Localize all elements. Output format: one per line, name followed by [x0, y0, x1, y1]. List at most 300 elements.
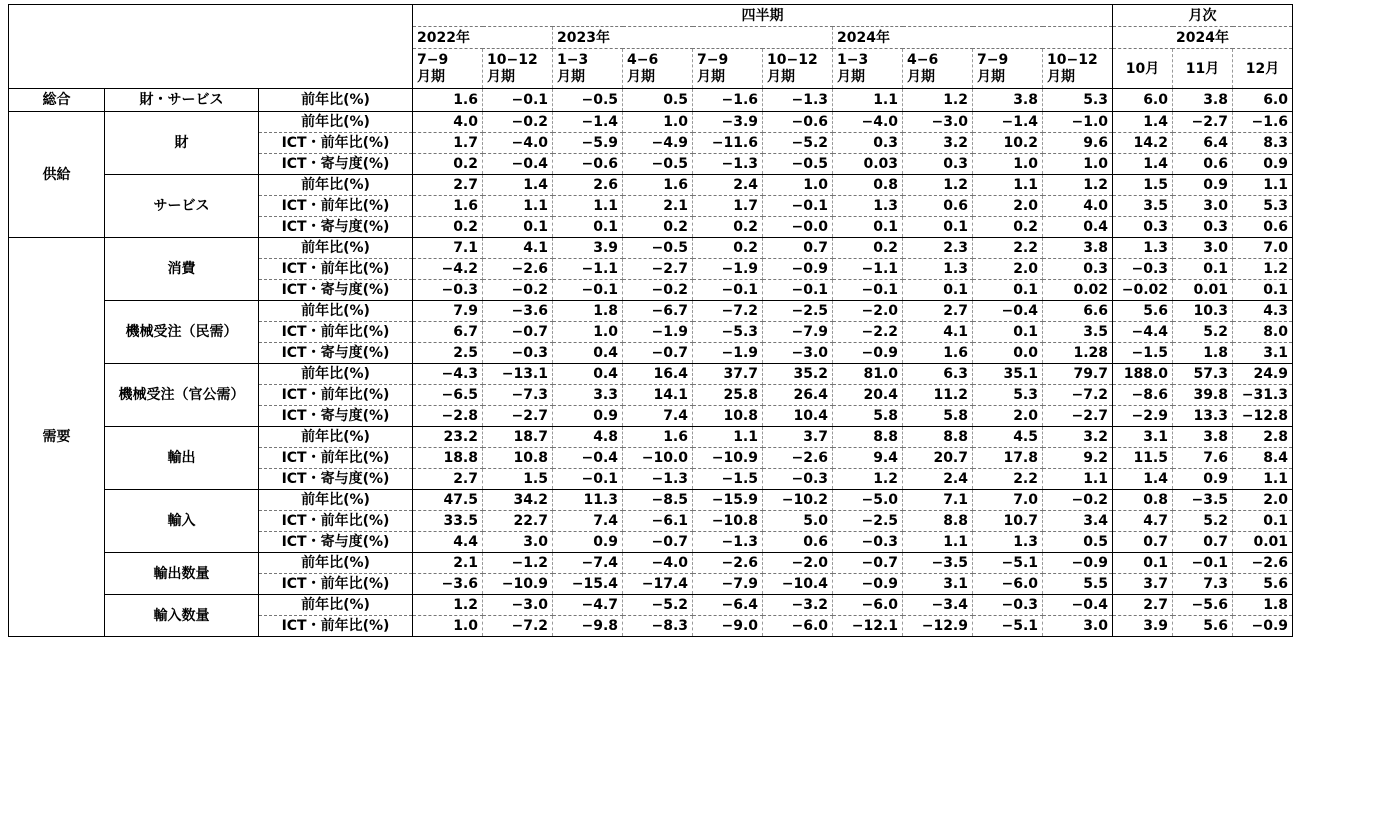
header-period-suffix: 月期 [557, 68, 585, 85]
value-cell: −2.7 [483, 406, 553, 427]
value-cell: 1.5 [483, 469, 553, 490]
value-cell: 0.4 [1043, 217, 1113, 238]
row-label: 前年比(%) [259, 595, 413, 616]
value-cell: −0.3 [413, 280, 483, 301]
row-label: ICT・前年比(%) [259, 385, 413, 406]
value-cell: −2.2 [833, 322, 903, 343]
header-period-range: 4−6 [907, 51, 939, 68]
row-label: 前年比(%) [259, 553, 413, 574]
value-cell: 1.1 [693, 427, 763, 448]
value-cell: 1.1 [973, 175, 1043, 196]
value-cell: 7.4 [553, 511, 623, 532]
header-period [763, 49, 833, 89]
header-period-range: 7−9 [697, 51, 729, 68]
value-cell: 1.6 [413, 196, 483, 217]
value-cell: 3.5 [1043, 322, 1113, 343]
row-label: ICT・前年比(%) [259, 322, 413, 343]
value-cell: 0.2 [413, 217, 483, 238]
value-cell: 4.0 [1043, 196, 1113, 217]
value-cell: −4.3 [413, 364, 483, 385]
value-cell: 2.2 [973, 238, 1043, 259]
value-cell: −1.2 [483, 553, 553, 574]
value-cell: −5.3 [693, 322, 763, 343]
value-cell: 6.7 [413, 322, 483, 343]
value-cell: 0.0 [973, 343, 1043, 364]
value-cell: 18.7 [483, 427, 553, 448]
value-cell: −1.3 [693, 532, 763, 553]
table-row [9, 175, 1293, 196]
value-cell: −0.1 [553, 469, 623, 490]
value-cell: 1.0 [763, 175, 833, 196]
value-cell: 20.4 [833, 385, 903, 406]
value-cell: −0.4 [973, 301, 1043, 322]
header-period [413, 49, 483, 89]
value-cell: −6.0 [973, 574, 1043, 595]
value-cell: 0.1 [833, 217, 903, 238]
value-cell: −4.0 [833, 112, 903, 133]
value-cell: −2.7 [1173, 112, 1233, 133]
value-cell: 2.7 [413, 469, 483, 490]
value-cell: 5.5 [1043, 574, 1113, 595]
header-period-suffix: 月期 [977, 68, 1005, 85]
value-cell: 1.5 [1113, 175, 1173, 196]
value-cell: −3.0 [483, 595, 553, 616]
value-cell: 6.6 [1043, 301, 1113, 322]
row-label: ICT・前年比(%) [259, 259, 413, 280]
value-cell: 6.4 [1173, 133, 1233, 154]
value-cell: −3.6 [413, 574, 483, 595]
value-cell: −3.0 [903, 112, 973, 133]
value-cell: −1.3 [763, 89, 833, 112]
value-cell: 1.2 [413, 595, 483, 616]
value-cell: −5.2 [763, 133, 833, 154]
value-cell: −3.5 [1173, 490, 1233, 511]
table-row [9, 595, 1293, 616]
value-cell: 1.4 [1113, 112, 1173, 133]
value-cell: 24.9 [1233, 364, 1293, 385]
header-year-monthly: 2024年 [1113, 27, 1293, 49]
value-cell: 3.8 [973, 89, 1043, 112]
value-cell: −4.9 [623, 133, 693, 154]
value-cell: 34.2 [483, 490, 553, 511]
value-cell: −3.9 [693, 112, 763, 133]
value-cell: −0.2 [1043, 490, 1113, 511]
group-label: 消費 [105, 238, 259, 301]
value-cell: 17.8 [973, 448, 1043, 469]
value-cell: −0.9 [1233, 616, 1293, 637]
value-cell: −1.3 [693, 154, 763, 175]
value-cell: −0.9 [1043, 553, 1113, 574]
value-cell: 5.3 [1043, 89, 1113, 112]
group-label: 輸出数量 [105, 553, 259, 595]
value-cell: −0.3 [483, 343, 553, 364]
value-cell: −17.4 [623, 574, 693, 595]
value-cell: 1.6 [413, 89, 483, 112]
header-month: 11月 [1173, 49, 1233, 89]
value-cell: −5.2 [623, 595, 693, 616]
value-cell: 3.8 [1173, 427, 1233, 448]
value-cell: 8.8 [903, 427, 973, 448]
value-cell: 1.1 [1233, 469, 1293, 490]
value-cell: 0.3 [833, 133, 903, 154]
value-cell: 3.0 [483, 532, 553, 553]
value-cell: 4.5 [973, 427, 1043, 448]
value-cell: 0.1 [483, 217, 553, 238]
value-cell: 79.7 [1043, 364, 1113, 385]
table-row [9, 238, 1293, 259]
value-cell: 0.6 [1233, 217, 1293, 238]
value-cell: 1.3 [833, 196, 903, 217]
value-cell: 10.3 [1173, 301, 1233, 322]
value-cell: −2.5 [763, 301, 833, 322]
header-period-suffix: 月期 [627, 68, 655, 85]
value-cell: 6.0 [1113, 89, 1173, 112]
value-cell: 2.0 [1233, 490, 1293, 511]
group-label: 財 [105, 112, 259, 175]
ict-indicator-table [8, 4, 1293, 637]
value-cell: 0.1 [903, 280, 973, 301]
value-cell: −1.9 [623, 322, 693, 343]
value-cell: 0.01 [1233, 532, 1293, 553]
value-cell: 0.9 [1173, 469, 1233, 490]
value-cell: 2.1 [623, 196, 693, 217]
value-cell: 5.6 [1173, 616, 1233, 637]
value-cell: 1.3 [973, 532, 1043, 553]
header-period [693, 49, 763, 89]
value-cell: 0.9 [553, 406, 623, 427]
value-cell: 1.0 [623, 112, 693, 133]
section-label: 供給 [9, 112, 105, 238]
value-cell: 3.3 [553, 385, 623, 406]
value-cell: 1.1 [553, 196, 623, 217]
value-cell: 2.7 [413, 175, 483, 196]
value-cell: −6.1 [623, 511, 693, 532]
value-cell: 0.7 [763, 238, 833, 259]
value-cell: 5.2 [1173, 322, 1233, 343]
value-cell: −4.2 [413, 259, 483, 280]
table-row [9, 89, 1293, 112]
value-cell: −11.6 [693, 133, 763, 154]
value-cell: 81.0 [833, 364, 903, 385]
value-cell: −0.7 [623, 532, 693, 553]
value-cell: −0.5 [623, 238, 693, 259]
value-cell: −13.1 [483, 364, 553, 385]
value-cell: −7.4 [553, 553, 623, 574]
value-cell: −0.5 [553, 89, 623, 112]
value-cell: −0.4 [1043, 595, 1113, 616]
value-cell: −0.3 [833, 532, 903, 553]
row-label: 前年比(%) [259, 238, 413, 259]
row-label: ICT・寄与度(%) [259, 217, 413, 238]
value-cell: −0.3 [763, 469, 833, 490]
value-cell: 1.4 [1113, 154, 1173, 175]
value-cell: −0.1 [833, 280, 903, 301]
value-cell: 0.5 [623, 89, 693, 112]
header-month: 12月 [1233, 49, 1293, 89]
table-body [9, 89, 1293, 637]
value-cell: 0.1 [973, 322, 1043, 343]
value-cell: 3.9 [553, 238, 623, 259]
value-cell: 13.3 [1173, 406, 1233, 427]
value-cell: 2.2 [973, 469, 1043, 490]
value-cell: −2.7 [1043, 406, 1113, 427]
value-cell: 5.8 [903, 406, 973, 427]
value-cell: 1.7 [413, 133, 483, 154]
value-cell: 1.6 [903, 343, 973, 364]
value-cell: 0.5 [1043, 532, 1113, 553]
value-cell: 10.4 [763, 406, 833, 427]
value-cell: 1.2 [903, 175, 973, 196]
value-cell: 1.0 [973, 154, 1043, 175]
value-cell: 0.2 [693, 217, 763, 238]
value-cell: −10.0 [623, 448, 693, 469]
header-quarterly: 四半期 [413, 5, 1113, 27]
value-cell: −0.9 [833, 343, 903, 364]
value-cell: 10.7 [973, 511, 1043, 532]
row-label: ICT・寄与度(%) [259, 154, 413, 175]
value-cell: 25.8 [693, 385, 763, 406]
value-cell: 0.3 [1173, 217, 1233, 238]
value-cell: 0.03 [833, 154, 903, 175]
value-cell: −0.4 [553, 448, 623, 469]
value-cell: 4.8 [553, 427, 623, 448]
value-cell: 7.9 [413, 301, 483, 322]
value-cell: 188.0 [1113, 364, 1173, 385]
value-cell: 1.3 [1113, 238, 1173, 259]
value-cell: −2.6 [1233, 553, 1293, 574]
value-cell: −0.02 [1113, 280, 1173, 301]
value-cell: −7.2 [693, 301, 763, 322]
row-label: ICT・前年比(%) [259, 511, 413, 532]
value-cell: 0.4 [553, 343, 623, 364]
value-cell: 0.1 [1233, 511, 1293, 532]
value-cell: 3.8 [1173, 89, 1233, 112]
value-cell: 7.3 [1173, 574, 1233, 595]
value-cell: −10.2 [763, 490, 833, 511]
value-cell: −0.4 [483, 154, 553, 175]
value-cell: 0.3 [1043, 259, 1113, 280]
value-cell: −8.3 [623, 616, 693, 637]
value-cell: −8.5 [623, 490, 693, 511]
value-cell: 1.4 [1113, 469, 1173, 490]
value-cell: −0.7 [483, 322, 553, 343]
value-cell: −2.8 [413, 406, 483, 427]
value-cell: 4.1 [483, 238, 553, 259]
value-cell: 2.7 [1113, 595, 1173, 616]
value-cell: −0.1 [553, 280, 623, 301]
section-label: 需要 [9, 238, 105, 637]
value-cell: 7.4 [623, 406, 693, 427]
value-cell: 7.6 [1173, 448, 1233, 469]
header-period-suffix: 月期 [1047, 68, 1075, 85]
header-period [1043, 49, 1113, 89]
value-cell: −12.8 [1233, 406, 1293, 427]
header-blank [9, 5, 413, 89]
header-period-range: 10−12 [1047, 51, 1098, 68]
value-cell: 5.8 [833, 406, 903, 427]
header-period [833, 49, 903, 89]
row-label: 前年比(%) [259, 490, 413, 511]
value-cell: 47.5 [413, 490, 483, 511]
value-cell: −3.6 [483, 301, 553, 322]
value-cell: 1.8 [553, 301, 623, 322]
row-label: ICT・寄与度(%) [259, 469, 413, 490]
value-cell: −2.0 [763, 553, 833, 574]
value-cell: 9.6 [1043, 133, 1113, 154]
value-cell: 3.7 [1113, 574, 1173, 595]
value-cell: 10.8 [693, 406, 763, 427]
row-label: 前年比(%) [259, 112, 413, 133]
header-year: 2023年 [553, 27, 833, 49]
value-cell: −4.0 [483, 133, 553, 154]
value-cell: 4.0 [413, 112, 483, 133]
value-cell: 8.0 [1233, 322, 1293, 343]
value-cell: 14.2 [1113, 133, 1173, 154]
row-label: ICT・前年比(%) [259, 448, 413, 469]
value-cell: 2.0 [973, 196, 1043, 217]
value-cell: 3.8 [1043, 238, 1113, 259]
value-cell: 1.1 [1233, 175, 1293, 196]
value-cell: −6.0 [833, 595, 903, 616]
value-cell: 26.4 [763, 385, 833, 406]
value-cell: −1.6 [1233, 112, 1293, 133]
value-cell: 0.1 [973, 280, 1043, 301]
value-cell: 0.2 [413, 154, 483, 175]
header-period-suffix: 月期 [837, 68, 865, 85]
row-label: ICT・寄与度(%) [259, 343, 413, 364]
value-cell: −15.4 [553, 574, 623, 595]
value-cell: 7.0 [1233, 238, 1293, 259]
header-period-range: 7−9 [417, 51, 449, 68]
value-cell: 0.2 [623, 217, 693, 238]
value-cell: 0.3 [1113, 217, 1173, 238]
value-cell: −10.9 [693, 448, 763, 469]
header-period [483, 49, 553, 89]
value-cell: 0.1 [1173, 259, 1233, 280]
value-cell: 2.5 [413, 343, 483, 364]
value-cell: 2.4 [693, 175, 763, 196]
table-row [9, 364, 1293, 385]
value-cell: 0.9 [1233, 154, 1293, 175]
header-period-range: 4−6 [627, 51, 659, 68]
value-cell: −0.1 [483, 89, 553, 112]
value-cell: −1.4 [553, 112, 623, 133]
value-cell: −6.7 [623, 301, 693, 322]
value-cell: 2.1 [413, 553, 483, 574]
value-cell: −5.1 [973, 616, 1043, 637]
value-cell: −0.9 [833, 574, 903, 595]
value-cell: 2.7 [903, 301, 973, 322]
value-cell: −2.0 [833, 301, 903, 322]
table-container [8, 4, 1293, 637]
value-cell: 0.1 [903, 217, 973, 238]
value-cell: 3.7 [763, 427, 833, 448]
header-period [623, 49, 693, 89]
value-cell: −8.6 [1113, 385, 1173, 406]
value-cell: −1.5 [1113, 343, 1173, 364]
header-period-suffix: 月期 [907, 68, 935, 85]
value-cell: −6.0 [763, 616, 833, 637]
value-cell: 0.8 [1113, 490, 1173, 511]
value-cell: 0.2 [973, 217, 1043, 238]
value-cell: 3.1 [1233, 343, 1293, 364]
value-cell: 3.1 [903, 574, 973, 595]
value-cell: 7.1 [413, 238, 483, 259]
section-label: 総合 [9, 89, 105, 112]
value-cell: −1.3 [623, 469, 693, 490]
value-cell: 2.0 [973, 406, 1043, 427]
value-cell: 2.6 [553, 175, 623, 196]
value-cell: 1.4 [483, 175, 553, 196]
value-cell: 3.0 [1173, 238, 1233, 259]
value-cell: 1.2 [1043, 175, 1113, 196]
value-cell: −4.7 [553, 595, 623, 616]
value-cell: 1.6 [623, 175, 693, 196]
value-cell: −7.3 [483, 385, 553, 406]
value-cell: 1.1 [1043, 469, 1113, 490]
value-cell: 8.8 [903, 511, 973, 532]
value-cell: −1.1 [553, 259, 623, 280]
header-period-suffix: 月期 [417, 68, 445, 85]
table-row [9, 301, 1293, 322]
row-label: 前年比(%) [259, 89, 413, 112]
value-cell: 0.1 [1113, 553, 1173, 574]
value-cell: −0.3 [973, 595, 1043, 616]
value-cell: 0.4 [553, 364, 623, 385]
value-cell: −0.1 [1173, 553, 1233, 574]
value-cell: 0.6 [763, 532, 833, 553]
header-period-range: 10−12 [767, 51, 818, 68]
value-cell: 1.0 [1043, 154, 1113, 175]
value-cell: 3.2 [1043, 427, 1113, 448]
table-row [9, 553, 1293, 574]
value-cell: 1.2 [903, 89, 973, 112]
value-cell: 11.2 [903, 385, 973, 406]
header-period [973, 49, 1043, 89]
value-cell: 1.1 [833, 89, 903, 112]
value-cell: 3.0 [1173, 196, 1233, 217]
table-row [9, 112, 1293, 133]
value-cell: 9.2 [1043, 448, 1113, 469]
value-cell: 3.1 [1113, 427, 1173, 448]
value-cell: 0.7 [1113, 532, 1173, 553]
group-label: 輸出 [105, 427, 259, 490]
value-cell: 39.8 [1173, 385, 1233, 406]
value-cell: 1.1 [483, 196, 553, 217]
value-cell: −0.6 [553, 154, 623, 175]
row-label: ICT・前年比(%) [259, 616, 413, 637]
value-cell: 16.4 [623, 364, 693, 385]
row-label: ICT・前年比(%) [259, 133, 413, 154]
value-cell: 1.8 [1173, 343, 1233, 364]
value-cell: −0.6 [763, 112, 833, 133]
value-cell: 5.6 [1233, 574, 1293, 595]
value-cell: 0.1 [1233, 280, 1293, 301]
value-cell: 5.2 [1173, 511, 1233, 532]
value-cell: −0.5 [623, 154, 693, 175]
value-cell: 7.1 [903, 490, 973, 511]
value-cell: 2.4 [903, 469, 973, 490]
value-cell: −0.7 [833, 553, 903, 574]
value-cell: −5.9 [553, 133, 623, 154]
header-period-range: 10−12 [487, 51, 538, 68]
value-cell: 1.28 [1043, 343, 1113, 364]
value-cell: −7.2 [483, 616, 553, 637]
value-cell: 14.1 [623, 385, 693, 406]
value-cell: −0.1 [763, 280, 833, 301]
value-cell: 0.02 [1043, 280, 1113, 301]
value-cell: −1.4 [973, 112, 1043, 133]
